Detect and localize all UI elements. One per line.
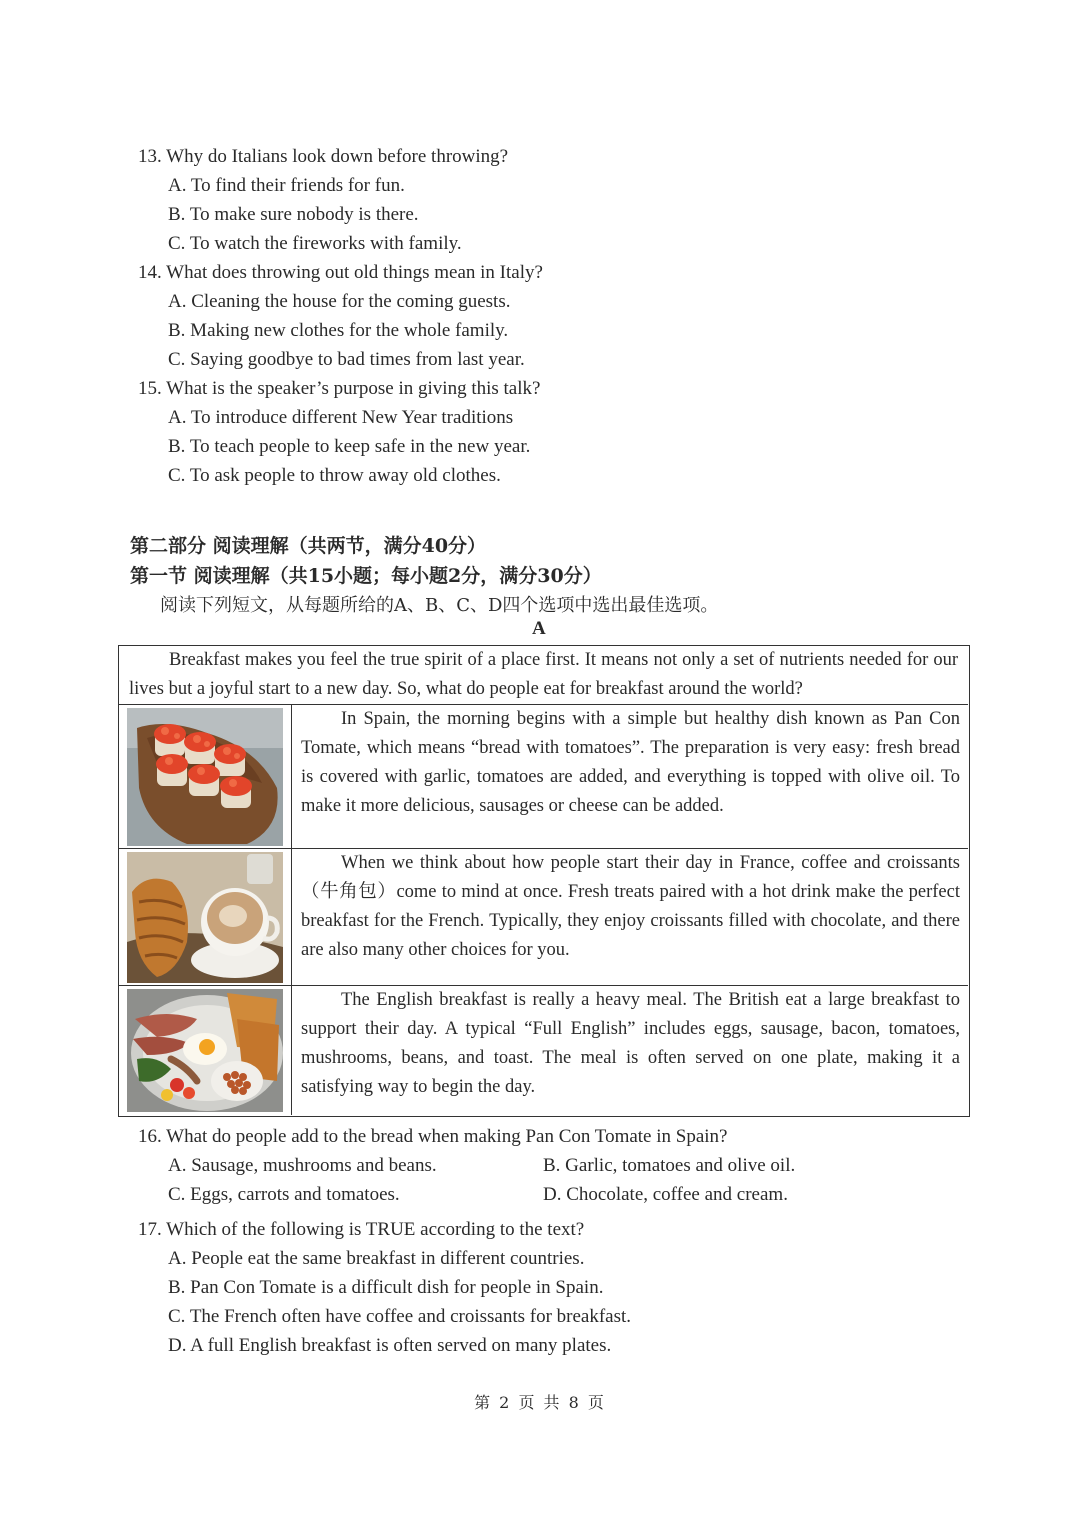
question-17-option-d: D. A full English breakfast is often served on many plates. bbox=[168, 1335, 612, 1356]
image-cell bbox=[119, 849, 292, 985]
question-17-option-c: C. The French often have coffee and croissants for breakfast. bbox=[168, 1306, 632, 1327]
question-15-option-b: B. To teach people to keep safe in the new year. bbox=[168, 436, 531, 457]
sub-heading: 第一节 阅读理解（共15小题；每小题2分，满分30分） bbox=[130, 565, 602, 587]
passage-intro: Breakfast makes you feel the true spirit of a place first. It means not only a set of nutrients needed for our lives but a joyful start to a new day. So, what do people eat for breakfast around the world? bbox=[119, 646, 968, 705]
question-16-option-c: C. Eggs, carrots and tomatoes. bbox=[168, 1184, 400, 1205]
question-17-stem: 17. Which of the following is TRUE according to the text? bbox=[138, 1219, 585, 1240]
question-16-stem: 16. What do people add to the bread when making Pan Con Tomate in Spain? bbox=[138, 1126, 728, 1147]
question-13-option-b: B. To make sure nobody is there. bbox=[168, 204, 419, 225]
question-14-stem: 14. What does throwing out old things mean in Italy? bbox=[138, 262, 543, 283]
passage-text-england: The English breakfast is really a heavy meal. The British eat a large breakfast to support their day. A typical “Full English” includes eggs, sausage, bacon, tomatoes, mushrooms, beans, and toast. The meal is often served on one plate, making it a satisfying way to begin the day. bbox=[301, 990, 960, 1097]
passage-text-spain: In Spain, the morning begins with a simple but healthy dish known as Pan Con Tomate, which means “bread with tomatoes”. The preparation is very easy: fresh bread is covered with garlic, tomatoes are added, and everything is topped with olive oil. To make it more delicious, sausages or cheese can be added. bbox=[301, 709, 960, 816]
question-16-option-b: B. Garlic, tomatoes and olive oil. bbox=[543, 1155, 796, 1176]
question-15-option-c: C. To ask people to throw away old clothes. bbox=[168, 465, 501, 486]
passage-row-england bbox=[119, 986, 968, 1115]
instruction: 阅读下列短文，从每题所给的A、B、C、D四个选项中选出最佳选项。 bbox=[160, 595, 719, 616]
passage-row-spain bbox=[119, 705, 968, 849]
question-17-option-a: A. People eat the same breakfast in different countries. bbox=[168, 1248, 585, 1269]
question-14-option-a: A. Cleaning the house for the coming guests. bbox=[168, 291, 511, 312]
question-14-option-c: C. Saying goodbye to bad times from last year. bbox=[168, 349, 525, 370]
pan-con-tomate-photo bbox=[127, 708, 283, 846]
question-15-option-a: A. To introduce different New Year traditions bbox=[168, 407, 514, 428]
question-15-stem: 15. What is the speaker’s purpose in giving this talk? bbox=[138, 378, 541, 399]
passage-row-france bbox=[119, 849, 968, 986]
passage-letter: A bbox=[532, 618, 546, 639]
question-16-option-a: A. Sausage, mushrooms and beans. bbox=[168, 1155, 437, 1176]
question-16-option-d: D. Chocolate, coffee and cream. bbox=[543, 1184, 788, 1205]
page-number-footer: 第 2 页 共 8 页 bbox=[474, 1393, 606, 1412]
image-cell bbox=[119, 705, 292, 848]
part-heading: 第二部分 阅读理解（共两节，满分40分） bbox=[130, 535, 487, 557]
full-english-breakfast-photo bbox=[127, 989, 283, 1112]
croissant-coffee-photo bbox=[127, 852, 283, 983]
image-cell bbox=[119, 986, 292, 1115]
passage-text-france: When we think about how people start their day in France, coffee and croissants（牛角包）come to mind at once. Fresh treats paired with a hot drink make the perfect breakfast for the French. Typically, they enjoy croissants filled with chocolate, and there are also many other choices for you. bbox=[301, 853, 960, 960]
question-13-stem: 13. Why do Italians look down before throwing? bbox=[138, 146, 509, 167]
question-13-option-a: A. To find their friends for fun. bbox=[168, 175, 405, 196]
passage-table bbox=[118, 645, 970, 1117]
question-14-option-b: B. Making new clothes for the whole family. bbox=[168, 320, 509, 341]
question-17-option-b: B. Pan Con Tomate is a difficult dish for people in Spain. bbox=[168, 1277, 604, 1298]
question-13-option-c: C. To watch the fireworks with family. bbox=[168, 233, 462, 254]
